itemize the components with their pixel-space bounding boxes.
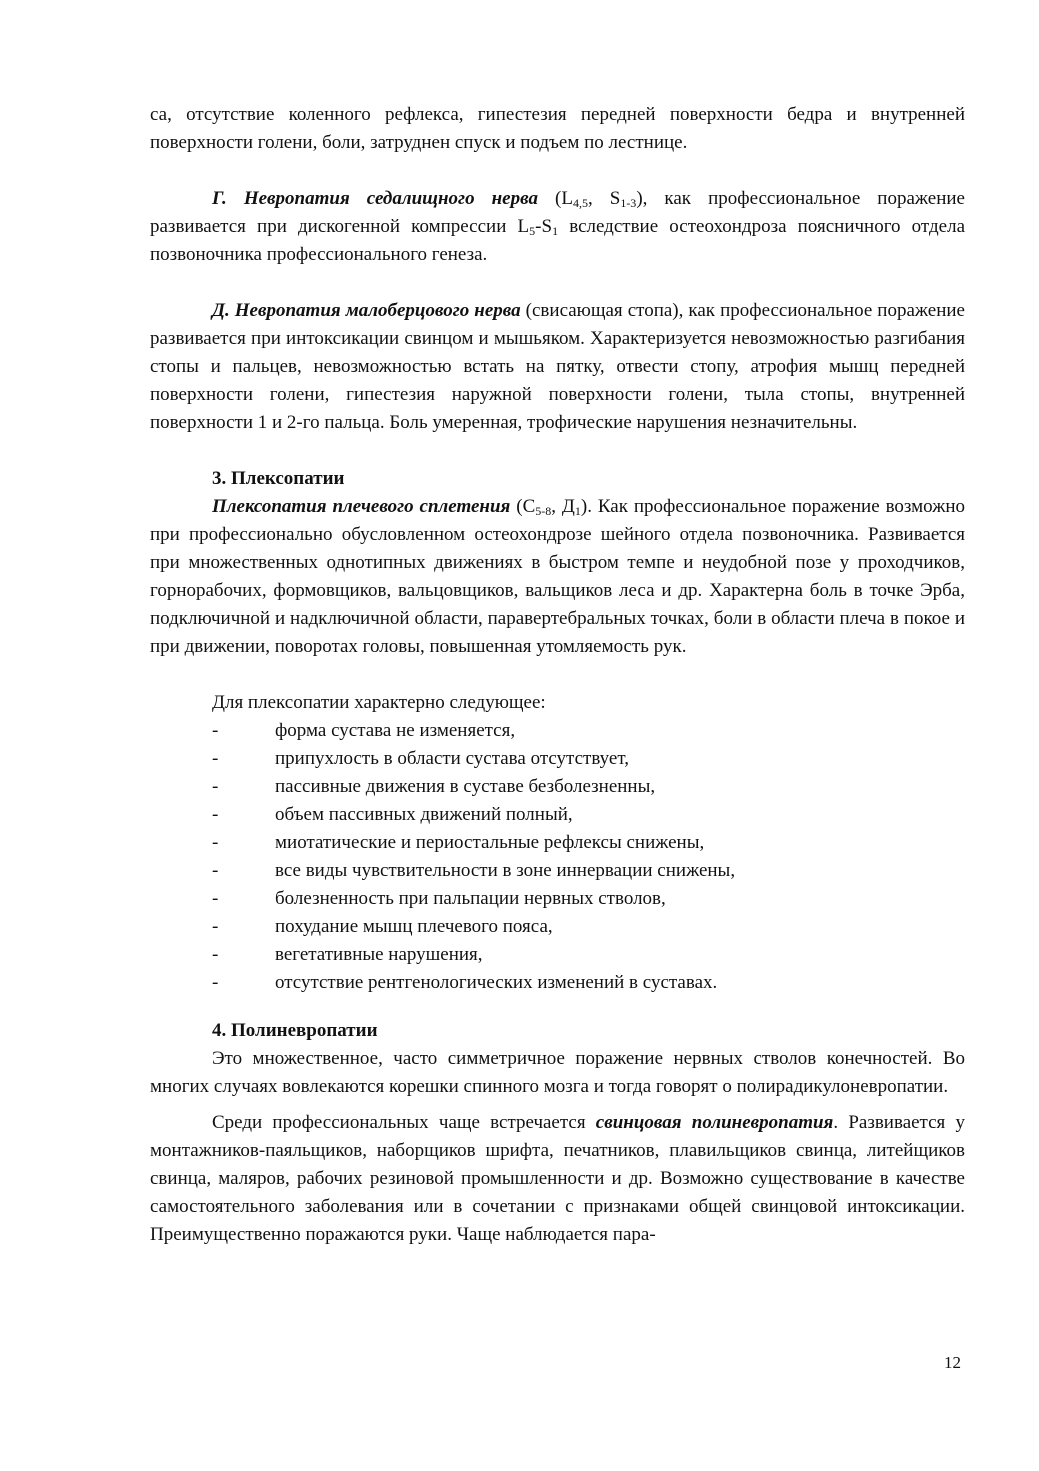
lead-polyneuropathy-paragraph: Среди профессиональных чаще встречается свинцовая полиневропатия. Развивается у монтажников-паяльщиков, наборщиков шрифта, печатников, плавильщиков свинца, литейщиков свинца, маляров, рабочих резиновой промышленности и др. Возможно существование в качестве самостоятельного заболевания или в сочетании с признаками общей свинцовой интоксикации. Преимущественно поражаются руки. Чаще наблюдается пара- <box>150 1112 965 1245</box>
list-item: - объем пассивных движений полный, <box>212 804 573 825</box>
list-item: - похудание мышц плечевого пояса, <box>212 916 553 937</box>
brachial-plexopathy-title: Плексопатия плечевого сплетения <box>212 496 511 517</box>
list-item: - вегетативные нарушения, <box>212 944 483 965</box>
section-3-heading: 3. Плексопатии <box>212 468 345 489</box>
lead-polyneuropathy-emphasis: свинцовая полиневропатия <box>595 1112 834 1133</box>
list-intro: Для плексопатии характерно следующее: <box>212 692 546 713</box>
peroneal-neuropathy-title: Д. Невропатия малоберцового нерва <box>212 300 521 321</box>
list-item: - форма сустава не изменяется, <box>212 720 516 741</box>
polyneuropathy-paragraph: Это множественное, часто симметричное поражение нервных стволов конечностей. Во многих случаях вовлекаются корешки спинного мозга и тогда говорят о полирадикулоневропатии. <box>150 1048 965 1097</box>
peroneal-neuropathy-paragraph: Д. Невропатия малоберцового нерва (свисающая стопа), как профессиональное поражение развивается при интоксикации свинцом и мышьяком. Характеризуется невозможностью разгибания стопы и пальцев, невозможностью встать на пятку, отвести стопу, атрофия мышц передней поверхности голени, гипестезия наружной поверхности голени, тыла стопы, внутренней поверхности 1 и 2-го пальца. Боль умеренная, трофические нарушения незначительны. <box>150 300 965 433</box>
sciatic-neuropathy-title: Г. Невропатия седалищного нерва <box>212 188 538 209</box>
list-item: - миотатические и периостальные рефлексы снижены, <box>212 832 705 853</box>
section-4-heading: 4. Полиневропатии <box>212 1020 378 1041</box>
list-item: - припухлость в области сустава отсутствует, <box>212 748 629 769</box>
list-item: - болезненность при пальпации нервных стволов, <box>212 888 666 909</box>
plexopathy-features-list <box>150 717 965 997</box>
intro-paragraph: са, отсутствие коленного рефлекса, гипестезия передней поверхности бедра и внутренней поверхности голени, боли, затруднен спуск и подъем по лестнице. <box>150 104 965 153</box>
list-item: - пассивные движения в суставе безболезненны, <box>212 776 656 797</box>
page-number: 12 <box>944 1353 961 1372</box>
list-item: - отсутствие рентгенологических изменений в суставах. <box>212 972 718 993</box>
sciatic-neuropathy-paragraph: Г. Невропатия седалищного нерва ($L_{4,5}$, $S_{1-3}$), как профессиональное поражение развивается при дискогенной компрессии $L_5-S_1$ вследствие остеохондроза поясничного отдела позвоночника профессионального генеза. <box>150 188 965 265</box>
brachial-plexopathy-paragraph: Плексопатия плечевого сплетения ($С_{5-8}$, $Д_1$). Как профессиональное поражение возможно при профессионально обусловленном остеохондрозе шейного отдела позвоночника. Развивается при множественных однотипных движениях в быстром темпе и неудобной позе у проходчиков, горнорабочих, формовщиков, вальцовщиков, вальщиков леса и др. Характерна боль в точке Эрба, подключичной и надключичной области, паравертебральных точках, боли в области плеча в покое и при движении, поворотах головы, повышенная утомляемость рук. <box>150 496 966 657</box>
list-item: - все виды чувствительности в зоне иннервации снижены, <box>212 860 736 881</box>
page-content <box>150 101 965 1249</box>
